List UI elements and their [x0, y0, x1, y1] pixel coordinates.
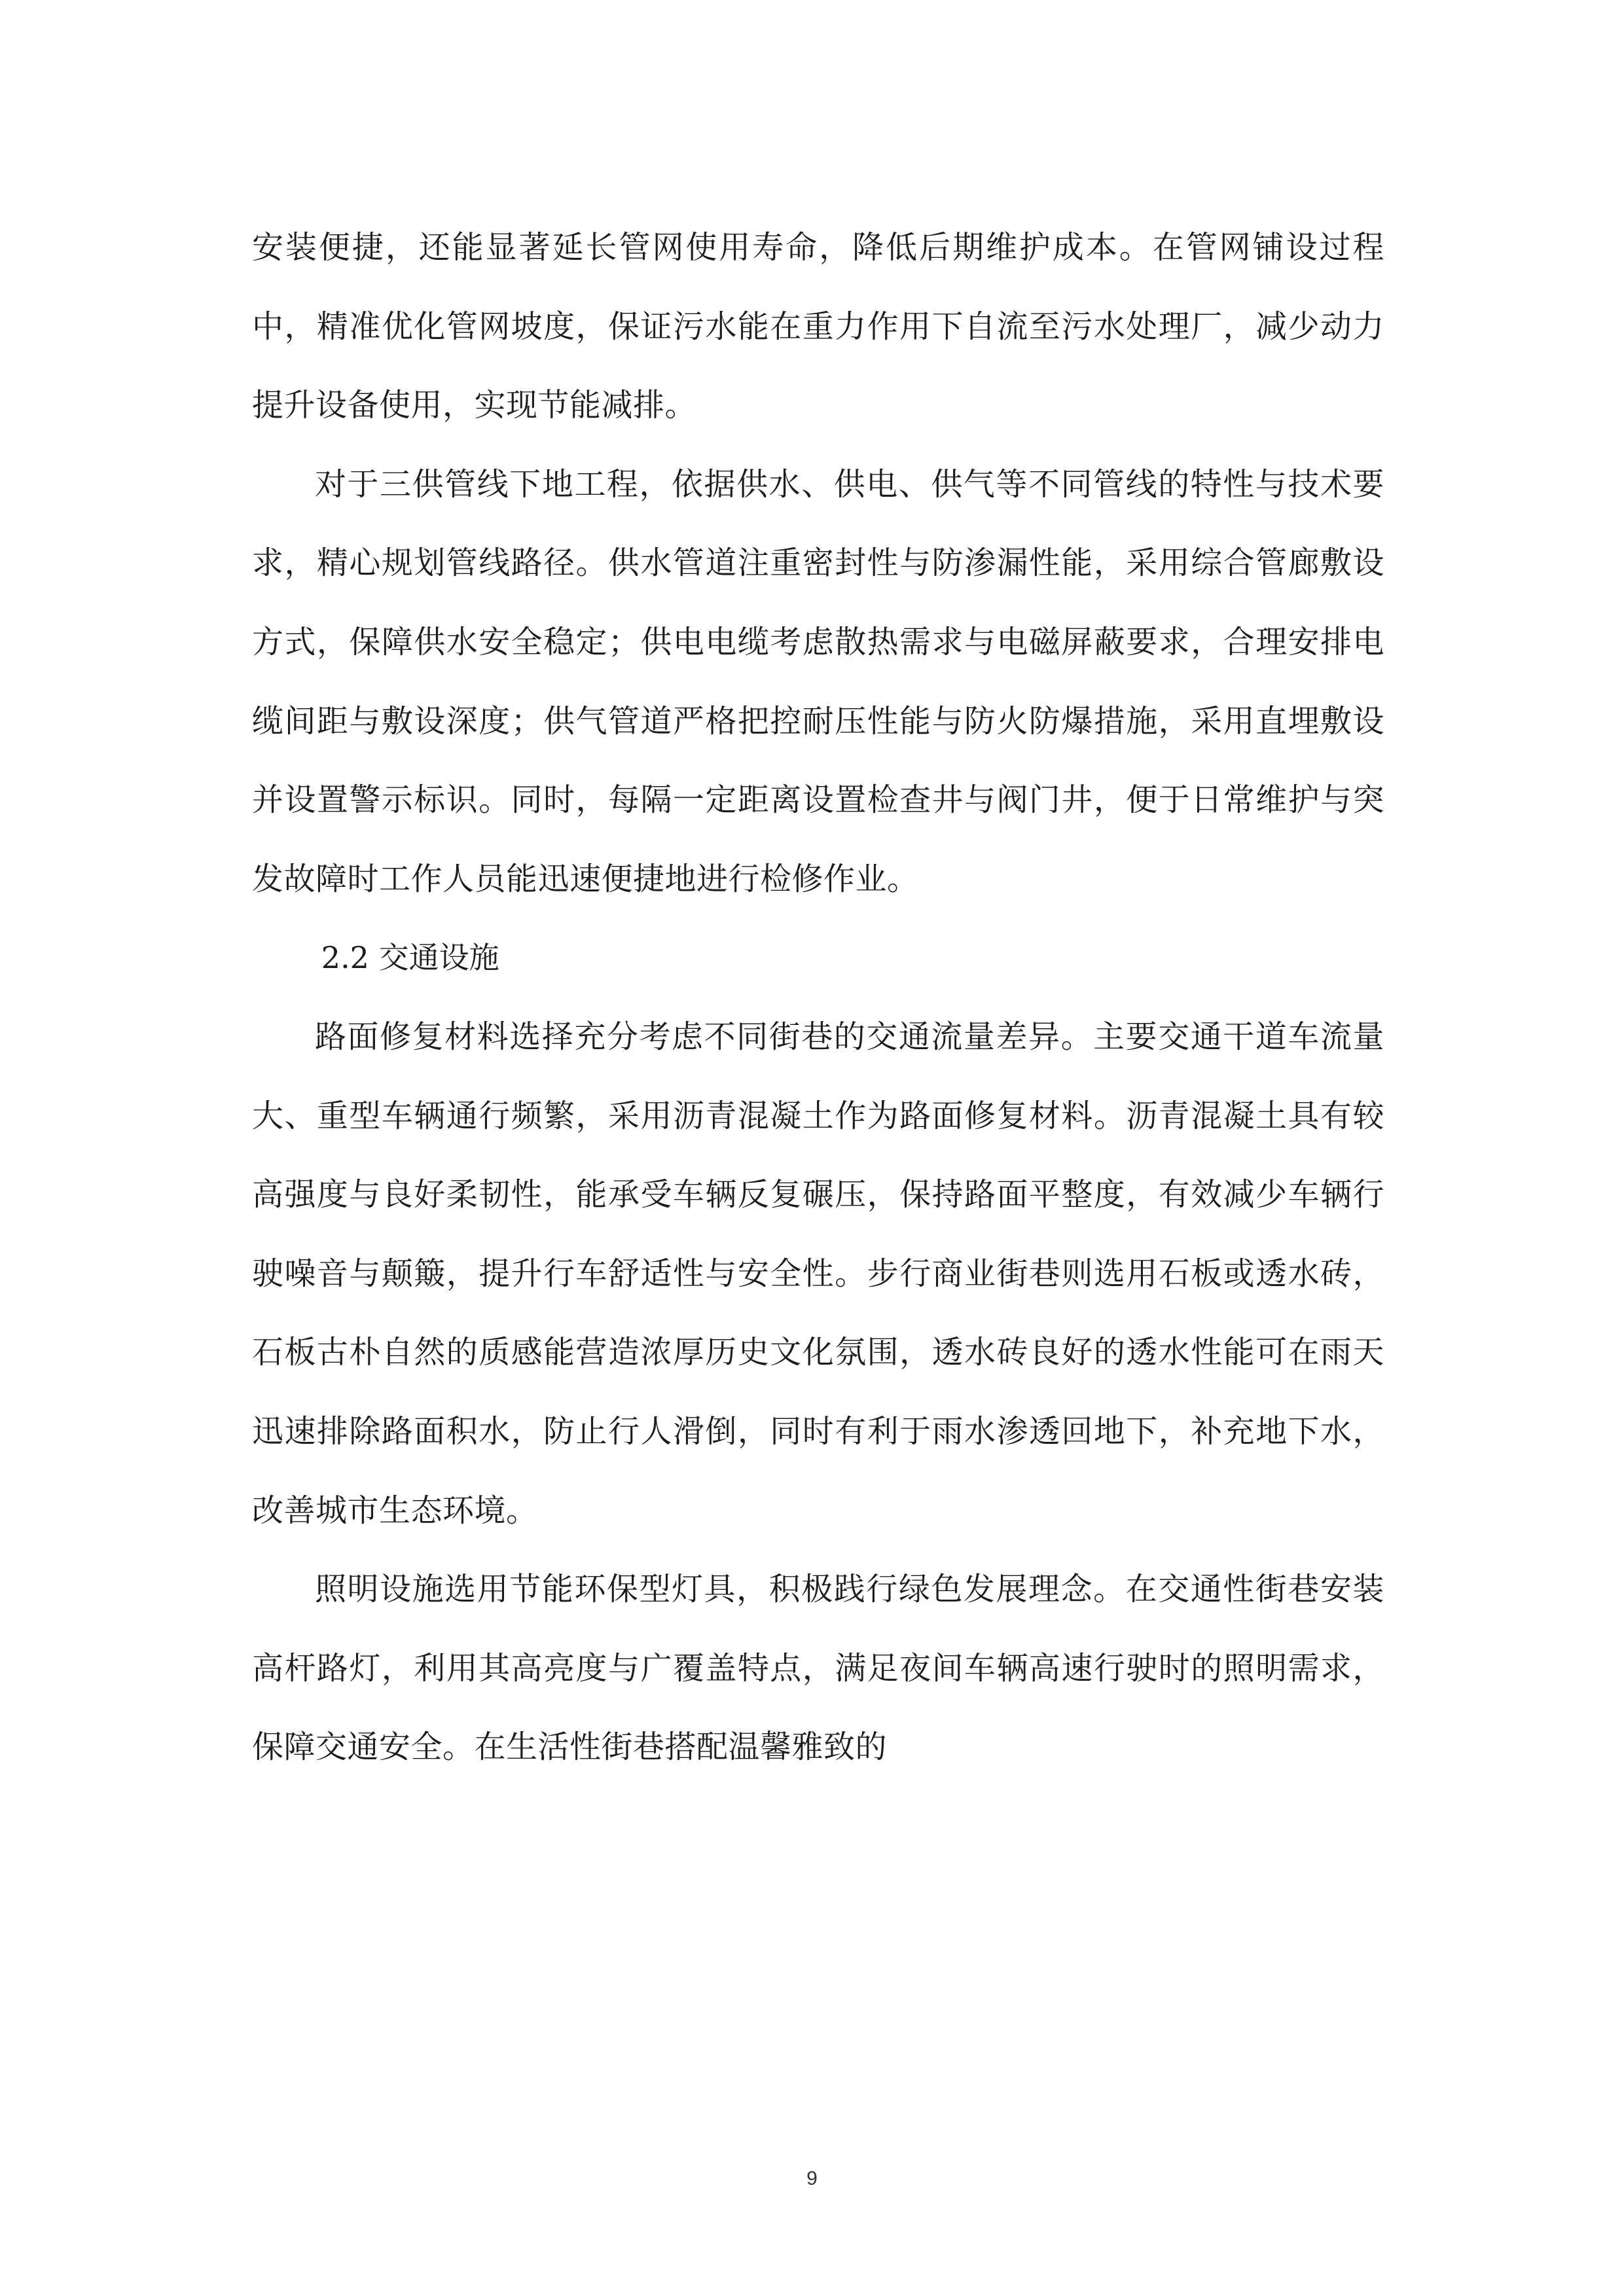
paragraph-road-repair-materials: 路面修复材料选择充分考虑不同街巷的交通流量差异。主要交通干道车流量大、重型车辆通行频繁，采用沥青混凝土作为路面修复材料。沥青混凝土具有较高强度与良好柔韧性，能承受车辆反复碾压，保持路面平整度，有效减少车辆行驶噪音与颠簸，提升行车舒适性与安全性。步行商业街巷则选用石板或透水砖，石板古朴自然的质感能营造浓厚历史文化氛围，透水砖良好的透水性能可在雨天迅速排除路面积水，防止行人滑倒，同时有利于雨水渗透回地下，补充地下水，改善城市生态环境。	[252, 1018, 1384, 1529]
paragraph-lighting-facilities: 照明设施选用节能环保型灯具，积极践行绿色发展理念。在交通性街巷安装高杆路灯，利用其高亮度与广覆盖特点，满足夜间车辆高速行驶时的照明需求，保障交通安全。在生活性街巷搭配温馨雅致的	[252, 1571, 1384, 1766]
section-heading-traffic-facilities: 2.2 交通设施	[321, 940, 499, 976]
page-number: 9	[806, 2168, 818, 2189]
paragraph-pipe-network-continuation: 安装便捷，还能显著延长管网使用寿命，降低后期维护成本。在管网铺设过程中，精准优化管网坡度，保证污水能在重力作用下自流至污水处理厂，减少动力提升设备使用，实现节能减排。	[252, 229, 1384, 424]
paragraph-three-utility-lines: 对于三供管线下地工程，依据供水、供电、供气等不同管线的特性与技术要求，精心规划管线路径。供水管道注重密封性与防渗漏性能，采用综合管廊敷设方式，保障供水安全稳定；供电电缆考虑散热需求与电磁屏蔽要求，合理安排电缆间距与敷设深度；供气管道严格把控耐压性能与防火防爆措施，采用直埋敷设并设置警示标识。同时，每隔一定距离设置检查井与阀门井，便于日常维护与突发故障时工作人员能迅速便捷地进行检修作业。	[252, 465, 1384, 897]
body-text	[252, 208, 1384, 1787]
